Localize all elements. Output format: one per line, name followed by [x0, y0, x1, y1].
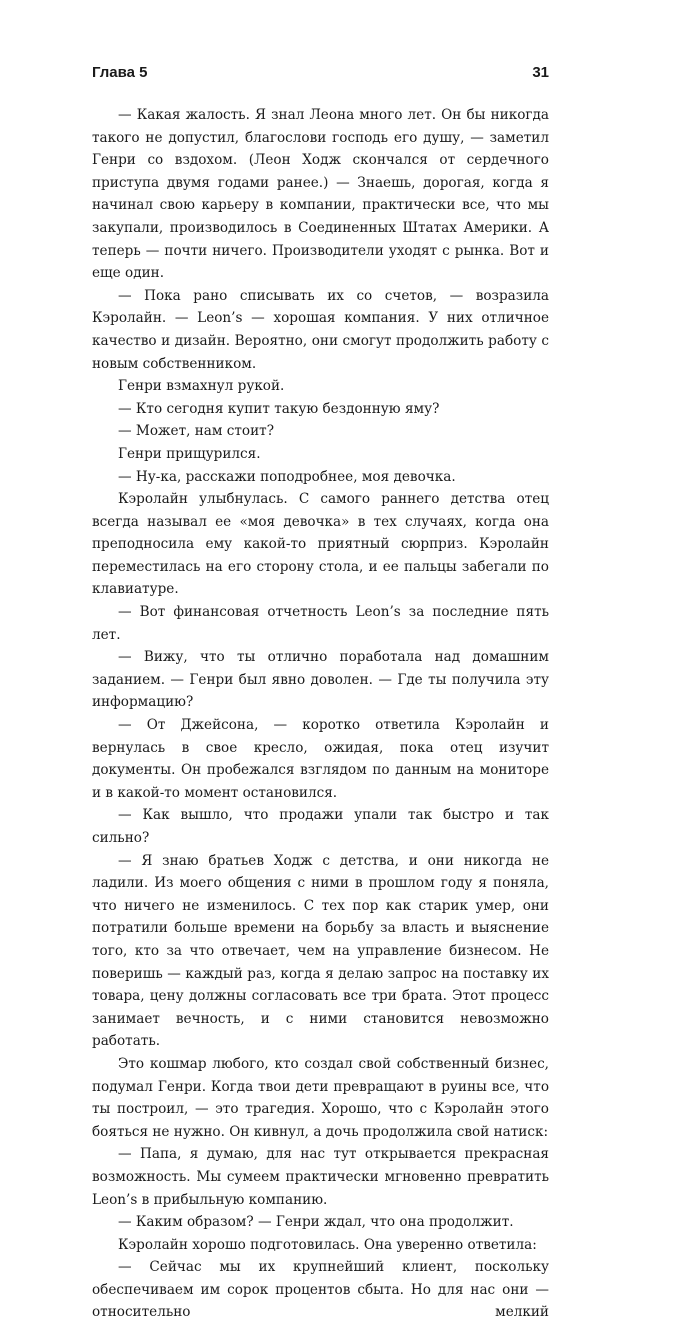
paragraph: — Папа, я думаю, для нас тут открывается прекрасная возможность. Мы сумеем практически мгновенно превратить Leon’s в прибыльную компанию. — [92, 1146, 549, 1208]
paragraph: Генри прищурился. — [118, 445, 261, 462]
paragraph: — Как вышло, что продажи упали так быстро и так сильно? — [92, 807, 549, 846]
paragraph: Кэролайн хорошо подготовилась. Она уверенно ответила: — [118, 1236, 537, 1253]
paragraph: — Пока рано списывать их со счетов, — возразила Кэролайн. — Leon’s — хорошая компания. У них отличное качество и дизайн. Вероятно, они смогут продолжить работу с новым собственником. — [92, 287, 549, 372]
paragraph: — Кто сегодня купит такую бездонную яму? — [118, 400, 440, 417]
paragraph: Кэролайн улыбнулась. С самого раннего детства отец всегда называл ее «моя девочка» в тех случаях, когда она преподносила ему какой-то приятный сюрприз. Кэролайн переместилась на его сторону стола, и ее пальцы забегали по клавиатуре. — [92, 491, 549, 598]
paragraph: — Я знаю братьев Ходж с детства, и они никогда не ладили. Из моего общения с ними в прошлом году я поняла, что ничего не изменилось. С тех пор как старик умер, они потратили больше времени на борьбу за власть и выяснение того, кто за что отвечает, чем на управление бизнесом. Не поверишь — каждый раз, когда я делаю запрос на поставку их товара, цену должны согласовать все три брата. Этот процесс занимает вечность, и с ними становится невозможно работать. — [92, 852, 549, 1050]
paragraph: — От Джейсона, — коротко ответила Кэролайн и вернулась в свое кресло, ожидая, пока отец изучит документы. Он пробежался взглядом по данным на мониторе и в какой-то момент остановился. — [92, 717, 549, 801]
paragraph: Генри взмахнул рукой. — [118, 378, 285, 395]
body-text — [92, 104, 549, 1324]
paragraph: — Может, нам стоит? — [118, 423, 274, 440]
paragraph: — Вижу, что ты отлично поработала над домашним заданием. — Генри был явно доволен. — Где ты получила эту информацию? — [92, 649, 549, 711]
paragraph: — Каким образом? — Генри ждал, что она продолжит. — [118, 1214, 514, 1231]
paragraph: — Сейчас мы их крупнейший клиент, поскольку обеспечиваем им сорок процентов сбыта. Но для нас они — относительно мелкий — [92, 1259, 549, 1321]
paragraph: — Какая жалость. Я знал Леона много лет. Он бы никогда такого не допустил, благослови господь его душу, — заметил Генри со вздохом. (Леон Ходж скончался от сердечного приступа двумя годами ранее.) — Знаешь, дорогая, когда я начинал свою карьеру в компании, практически все, что мы закупали, производилось в Соединенных Штатах Америки. А теперь — почти ничего. Производители уходят с рынка. Вот и еще один. — [92, 107, 549, 282]
paragraph: Это кошмар любого, кто создал свой собственный бизнес, подумал Генри. Когда твои дети превращают в руины все, что ты построил, — это трагедия. Хорошо, что с Кэролайн этого бояться не нужно. Он кивнул, а дочь продолжила свой натиск: — [92, 1055, 549, 1140]
paragraph: — Ну-ка, расскажи поподробнее, моя девочка. — [118, 468, 456, 485]
running-header — [92, 64, 549, 84]
chapter-title: Глава 5 — [92, 64, 148, 81]
page-number: 31 — [532, 64, 549, 81]
paragraph: — Вот финансовая отчетность Leon’s за последние пять лет. — [92, 604, 549, 643]
